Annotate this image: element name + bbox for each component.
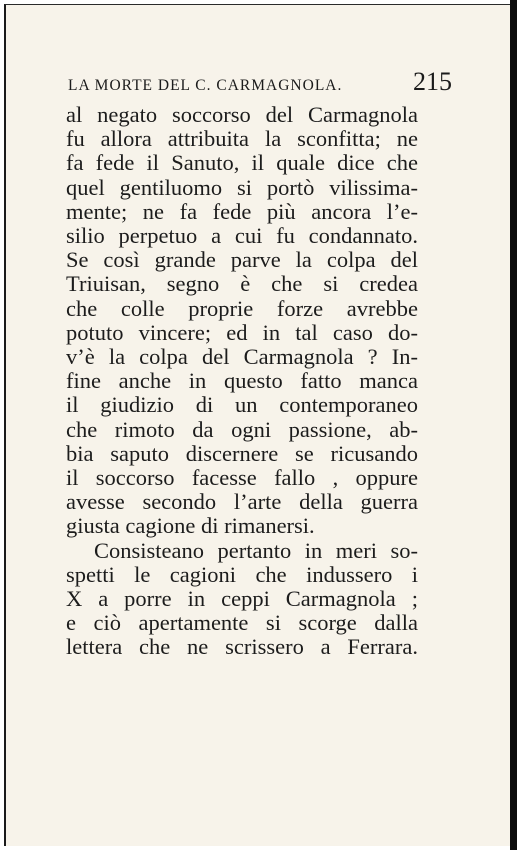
text-line: Se così grande parve la colpa del	[66, 247, 418, 273]
text-line: al negato soccorso del Carmagnola	[66, 102, 418, 127]
text-line: X a porre in ceppi Carmagnola ;	[66, 586, 418, 612]
scan-edge	[510, 0, 517, 850]
text-line: il soccorso facesse fallo , oppure	[66, 465, 418, 491]
text-line: fine anche in questo fatto manca	[66, 368, 418, 394]
text-line: fu allora attribuita la sconfitta; ne	[66, 126, 418, 152]
text-line: lettera che ne scrissero a Ferrara.	[66, 634, 418, 660]
text-line: bia saputo discernere se ricusando	[66, 440, 418, 466]
text-line: Triuisan, segno è che si credea	[66, 271, 418, 297]
text-line: potuto vincere; ed in tal caso do-	[66, 319, 418, 345]
text-line: che rimoto da ogni passione, ab-	[66, 416, 418, 442]
text-line: silio perpetuo a cui fu condannato.	[66, 223, 418, 249]
paragraph	[66, 539, 418, 660]
paragraph	[66, 103, 418, 539]
text-line: che colle proprie forze avrebbe	[66, 295, 418, 321]
page-header	[68, 67, 452, 101]
page-number: 215	[413, 67, 452, 96]
text-line: fa fede il Sanuto, il quale dice che	[66, 150, 418, 176]
text-line: e ciò apertamente si scorge dalla	[66, 610, 418, 636]
text-line: Consisteano pertanto in meri so-	[94, 537, 418, 563]
text-line: mente; ne fa fede più ancora l’e-	[66, 198, 418, 224]
text-line: v’è la colpa del Carmagnola ? In-	[66, 344, 418, 370]
text-line: avesse secondo l’arte della guerra	[66, 489, 418, 515]
running-head: LA MORTE DEL C. CARMAGNOLA.	[68, 77, 343, 94]
text-line: quel gentiluomo si portò vilissima-	[66, 174, 418, 200]
book-page	[4, 4, 510, 846]
text-line: giusta cagione di rimanersi.	[66, 513, 315, 539]
text-line: spetti le cagioni che indussero i	[66, 561, 418, 587]
body-text	[66, 103, 418, 660]
text-line: il giudizio di un contemporaneo	[66, 392, 418, 418]
